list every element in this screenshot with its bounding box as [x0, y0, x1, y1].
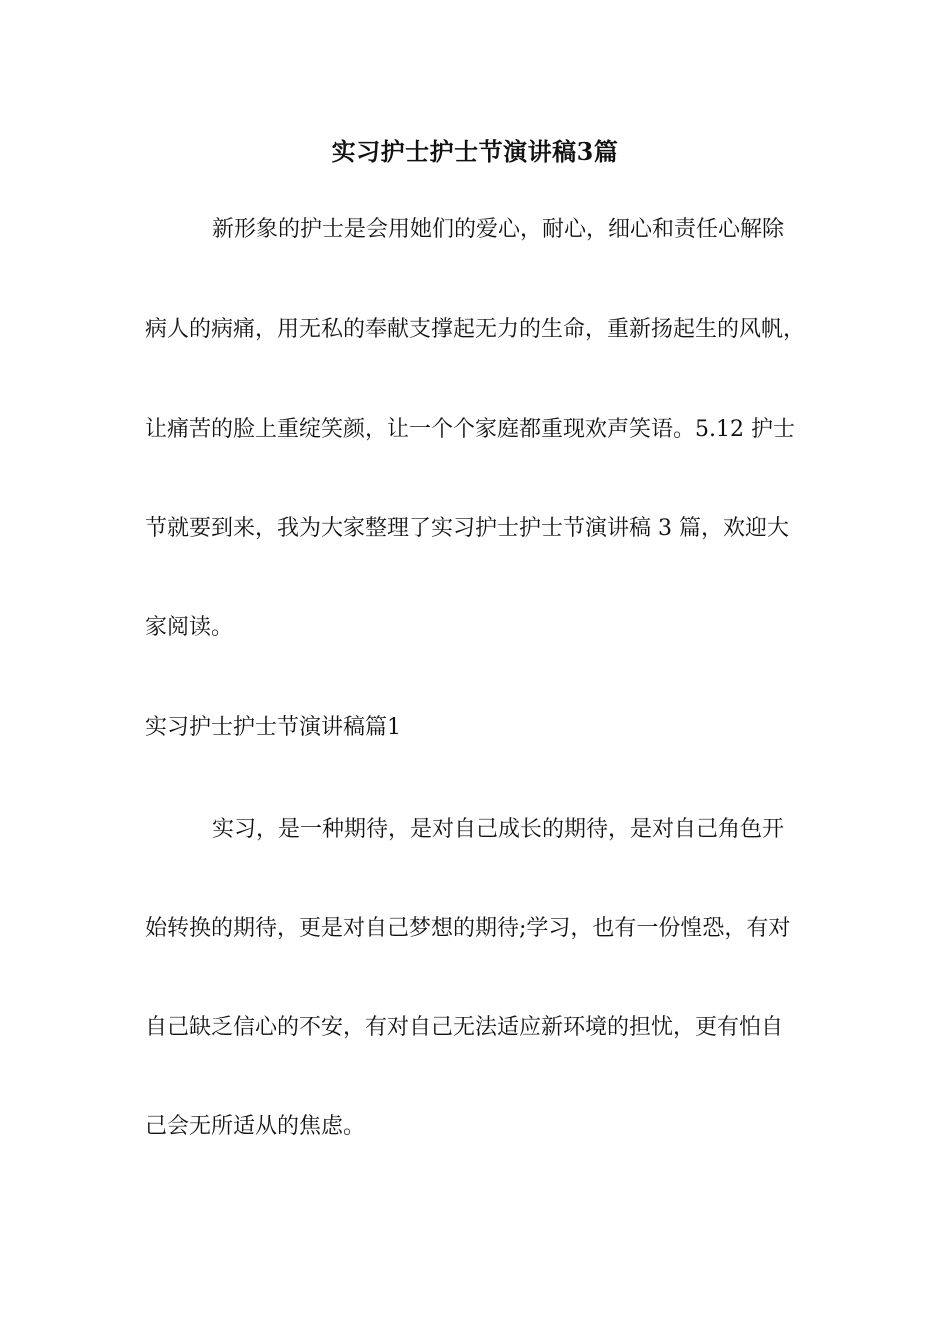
section-line-1: 实习，是一种期待，是对自己成长的期待，是对自己角色开	[212, 817, 785, 842]
section-line-4: 己会无所适从的焦虑。	[145, 1114, 366, 1139]
intro-line-2: 病人的病痛，用无私的奉献支撑起无力的生命，重新扬起生的风帆，	[145, 317, 806, 342]
intro-line-5: 家阅读。	[145, 615, 234, 640]
document-title: 实习护士护士节演讲稿3篇	[331, 137, 619, 166]
section-line-3: 自己缺乏信心的不安，有对自己无法适应新环境的担忧，更有怕自	[145, 1015, 784, 1040]
section-heading: 实习护士护士节演讲稿篇1	[145, 715, 401, 740]
intro-line-1: 新形象的护士是会用她们的爱心，耐心，细心和责任心解除	[212, 217, 785, 242]
section-line-2: 始转换的期待，更是对自己梦想的期待;学习，也有一份惶恐，有对	[145, 916, 791, 941]
intro-line-3: 让痛苦的脸上重绽笑颜，让一个个家庭都重现欢声笑语。5.12 护士	[145, 417, 795, 442]
intro-line-4: 节就要到来，我为大家整理了实习护士护士节演讲稿 3 篇，欢迎大	[145, 516, 789, 541]
